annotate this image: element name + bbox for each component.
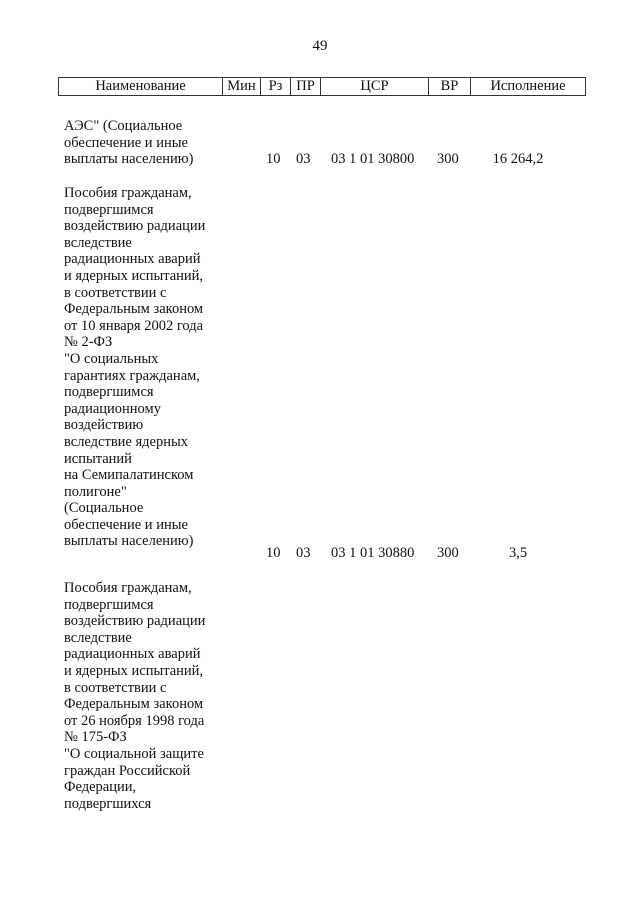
table-cell-csr: 03 1 01 30800 [331,151,415,167]
table-cell-amount: 16 264,2 [492,151,544,167]
page-number: 49 [312,38,328,54]
header-csr: ЦСР [360,78,389,94]
table-cell-vr: 300 [437,151,459,167]
header-amount: Исполнение [490,78,566,94]
table-cell-csr: 03 1 01 30880 [331,545,415,561]
table-row-name: АЭС" (Социальное обеспечение и иные выплаты населению) [64,118,194,168]
header-pr: ПР [296,78,315,94]
header-rz: Рз [268,78,283,94]
table-cell-pr: 03 [296,545,311,561]
table-cell-amount: 3,5 [508,545,528,561]
header-min: Мин [227,78,256,94]
table-row-name: Пособия гражданам, подвергшимся воздействию радиации вследствие радиационных аварий и ядерных испытаний, в соответствии с Федеральным законом от 26 ноября 1998 года № 175-ФЗ "О социальной защите граждан Российской Федерации, подвергшихся [64,580,206,812]
table-cell-rz: 10 [266,545,281,561]
table-cell-vr: 300 [437,545,459,561]
header-name: Наименование [95,78,186,94]
table-cell-pr: 03 [296,151,311,167]
table-cell-rz: 10 [266,151,281,167]
header-vr: ВР [440,78,459,94]
table-header [58,77,586,96]
table-row-name: Пособия гражданам, подвергшимся воздействию радиации вследствие радиационных аварий и ядерных испытаний, в соответствии с Федеральным законом от 10 января 2002 года № 2-ФЗ "О социальных гарантиях гражданам, подвергшимся радиационному воздействию вследствие ядерных испытаний на Семипалатинском полигоне" (Социальное обеспечение и иные выплаты населению) [64,185,206,550]
